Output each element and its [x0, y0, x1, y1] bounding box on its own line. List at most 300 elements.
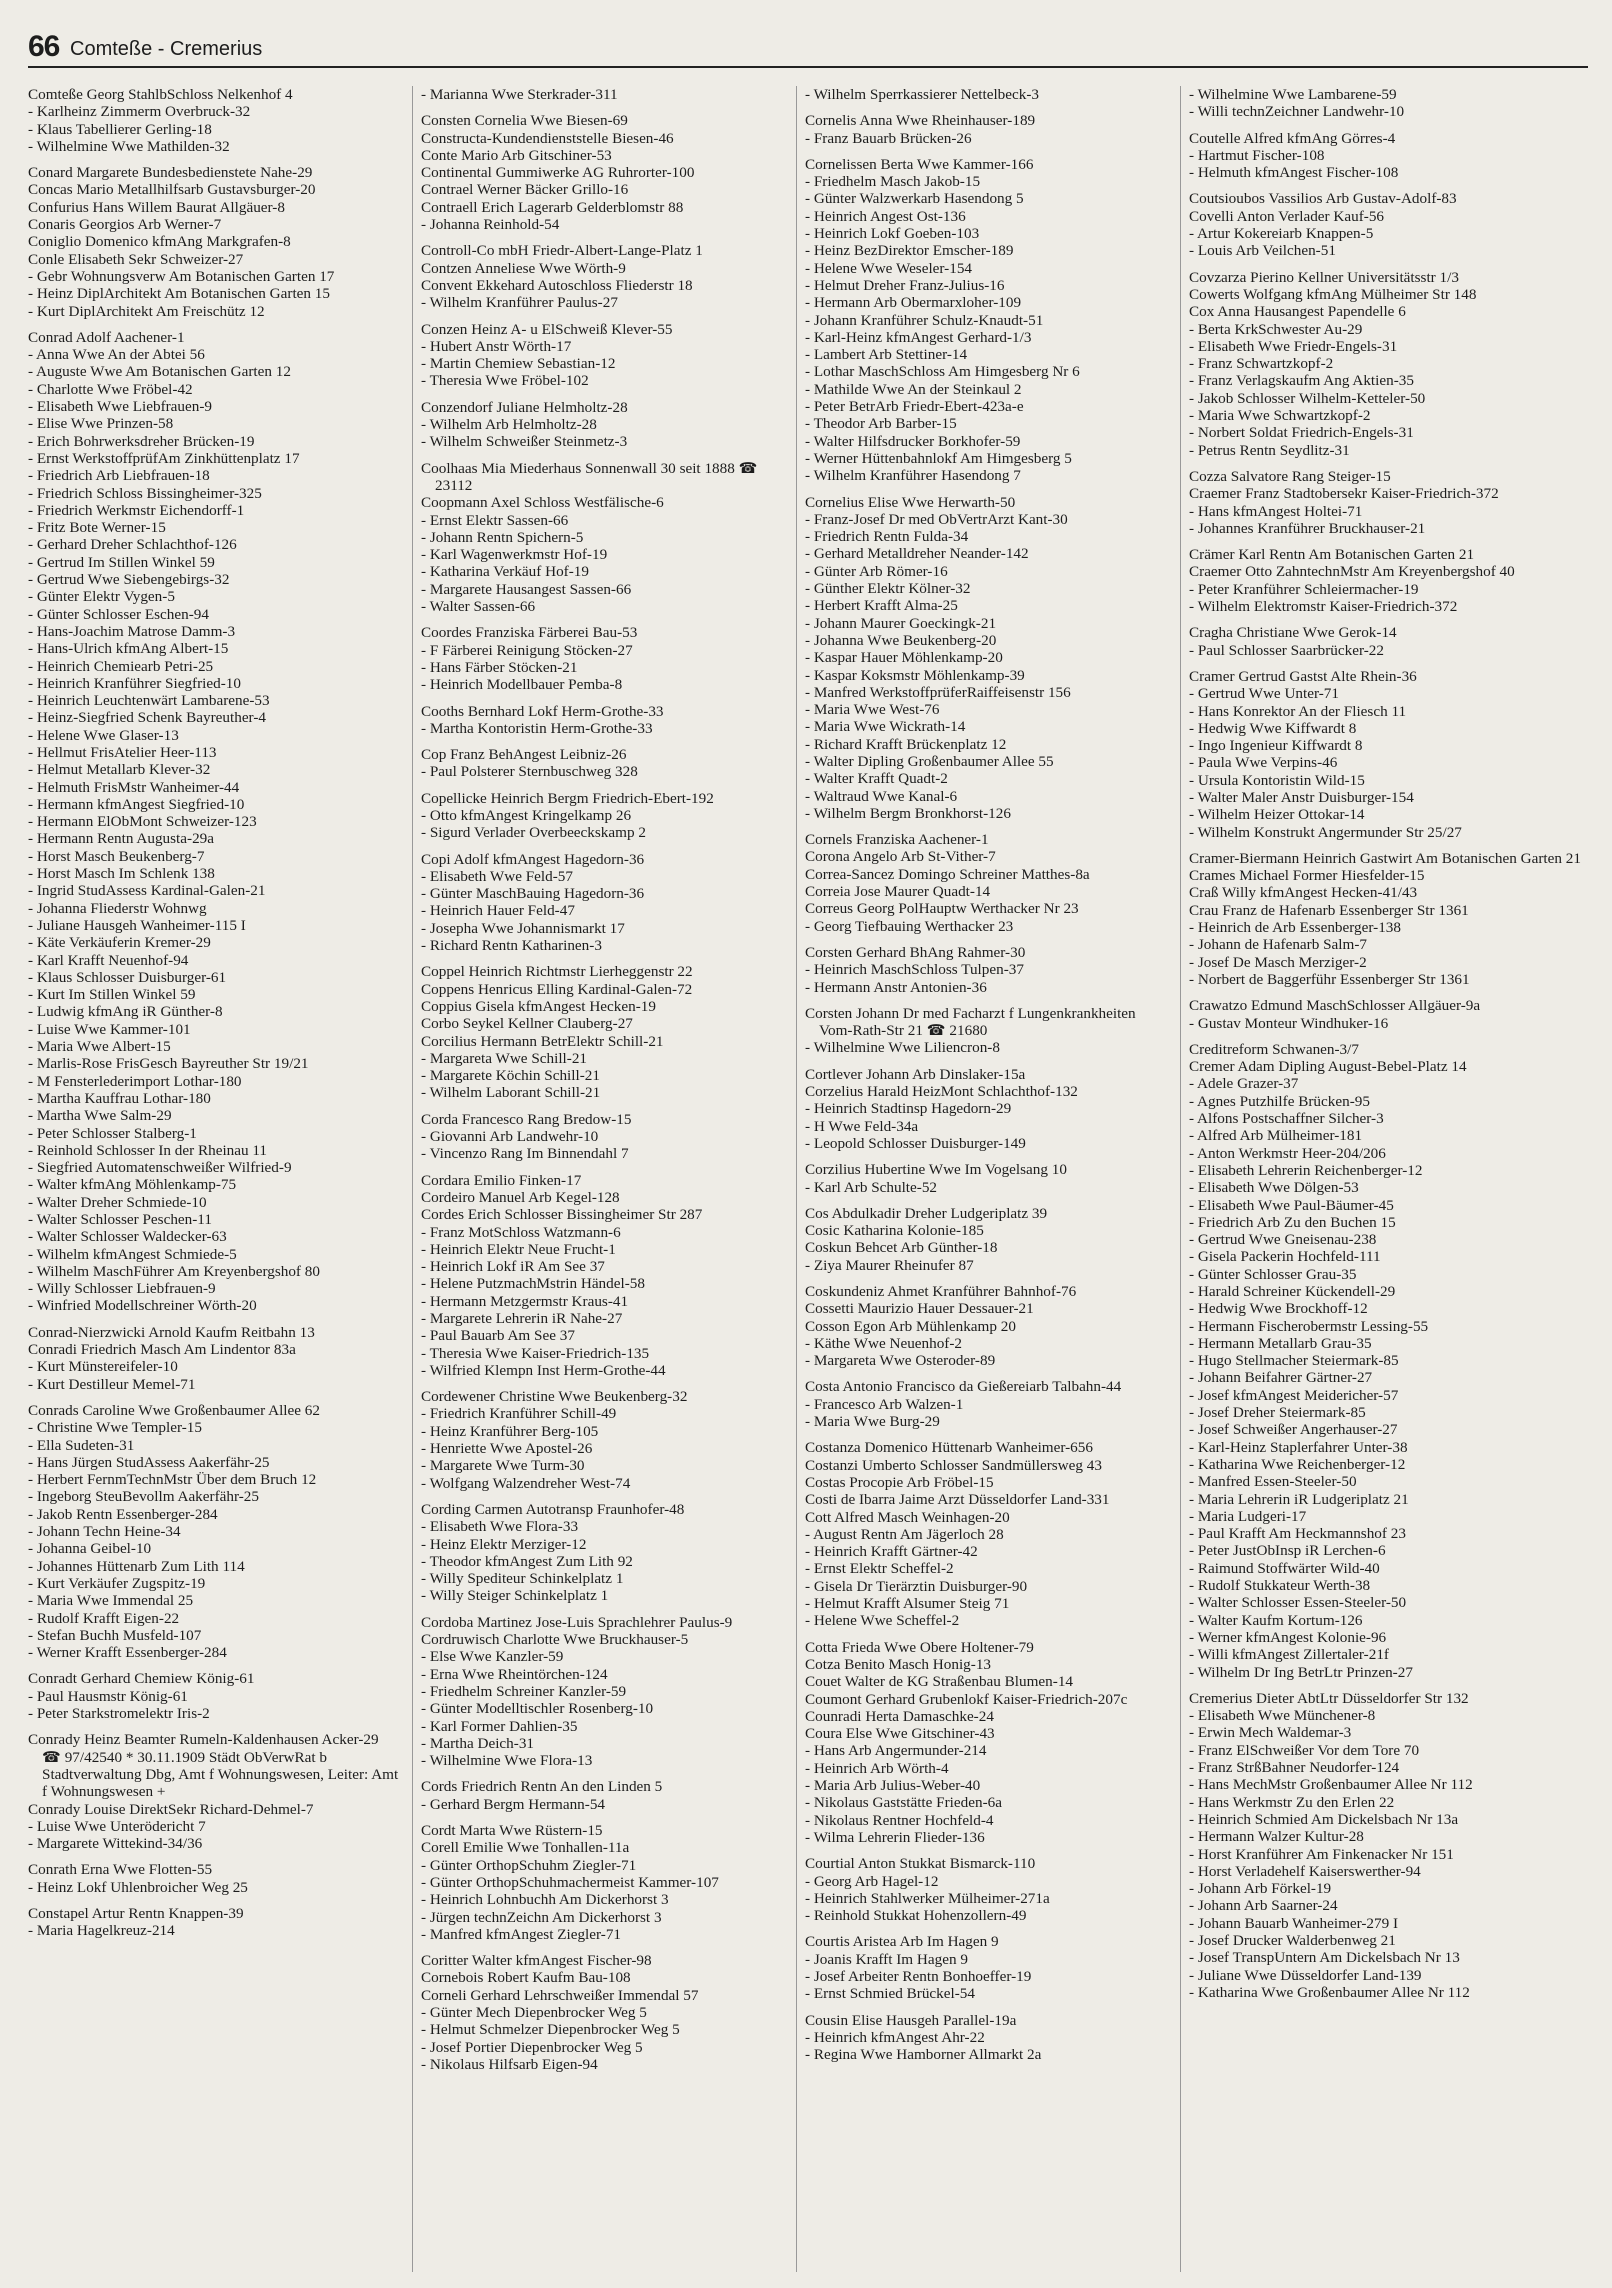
directory-entry: Contrael Werner Bäcker Grillo-16 — [421, 181, 629, 199]
directory-entry: - Heinrich Stadtinsp Hagedorn-29 — [805, 1100, 1012, 1118]
directory-entry: Costanza Domenico Hüttenarb Wanheimer-656 — [805, 1439, 1093, 1457]
directory-entry: - Johannes Kranführer Bruckhauser-21 — [1189, 519, 1426, 537]
directory-entry: - Franz Schwartzkopf-2 — [1189, 355, 1334, 373]
directory-entry: - Maria Wwe Wickrath-14 — [805, 718, 966, 736]
directory-entry: Cos Abdulkadir Dreher Ludgeriplatz 39 — [805, 1204, 1048, 1222]
directory-entry: - Johann Kranführer Schulz-Knaudt-51 — [805, 311, 1044, 329]
directory-entry: - Hans MechMstr Großenbaumer Allee Nr 112 — [1189, 1776, 1473, 1794]
directory-entry: - Gertrud Wwe Siebengebirgs-32 — [28, 571, 230, 589]
directory-entry: - Klaus Tabellierer Gerling-18 — [28, 120, 212, 138]
directory-entry: - Hans-Joachim Matrose Damm-3 — [28, 622, 236, 640]
directory-entry: - Heinrich Lokf Goeben-103 — [805, 225, 980, 243]
directory-entry: - Johanna Wwe Beukenberg-20 — [805, 631, 997, 649]
directory-column-3 — [796, 86, 1169, 2272]
directory-entry: Corsten Gerhard BhAng Rahmer-30 — [805, 943, 1026, 961]
directory-entry: - Rudolf Stukkateur Werth-38 — [1189, 1577, 1371, 1595]
directory-entry: - Maria Arb Julius-Weber-40 — [805, 1777, 981, 1795]
directory-entry: Coolhaas Mia Miederhaus Sonnenwall 30 seit 1888 ☎ 23112 — [421, 459, 758, 494]
directory-column-2 — [412, 86, 785, 2272]
directory-entry: Cornebois Robert Kaufm Bau-108 — [421, 1969, 631, 1987]
directory-entry: Cordeiro Manuel Arb Kegel-128 — [421, 1188, 620, 1206]
directory-entry: Crames Michael Former Hiesfelder-15 — [1189, 867, 1425, 885]
directory-entry: - Walter Dreher Schmiede-10 — [28, 1193, 207, 1211]
directory-entry: Coppius Gisela kfmAngest Hecken-19 — [421, 997, 656, 1015]
directory-entry: Covzarza Pierino Kellner Universitätsstr 1/3 — [1189, 268, 1459, 286]
directory-entry: - Johann Techn Heine-34 — [28, 1523, 181, 1541]
directory-entry: Convent Ekkehard Autoschloss Fliederstr 18 — [421, 276, 693, 294]
directory-entry: - Elise Wwe Prinzen-58 — [28, 415, 174, 433]
directory-entry: - Hans Färber Stöcken-21 — [421, 658, 578, 676]
directory-entry: - Peter BetrArb Friedr-Ebert-423a-e — [805, 398, 1024, 416]
directory-entry: - Martin Chemiew Sebastian-12 — [421, 355, 616, 373]
directory-entry: - Peter Kranführer Schleiermacher-19 — [1189, 580, 1419, 598]
page-header — [28, 30, 1588, 68]
directory-entry: - Friedrich Arb Zu den Buchen 15 — [1189, 1213, 1396, 1231]
directory-entry: - Walter Krafft Quadt-2 — [805, 770, 948, 788]
directory-entry: - Nikolaus Gaststätte Frieden-6a — [805, 1794, 1002, 1812]
directory-entry: Consten Cornelia Wwe Biesen-69 — [421, 112, 628, 130]
directory-entry: - Heinz Elektr Merziger-12 — [421, 1535, 587, 1553]
directory-entry: - Manfred kfmAngest Ziegler-71 — [421, 1925, 622, 1943]
directory-entry: - Franz StrßBahner Neudorfer-124 — [1189, 1759, 1400, 1777]
directory-entry: - Herbert FernmTechnMstr Über dem Bruch 12 — [28, 1471, 317, 1489]
directory-entry: Corzelius Harald HeizMont Schlachthof-132 — [805, 1083, 1078, 1101]
directory-entry: Coniglio Domenico kfmAng Markgrafen-8 — [28, 233, 291, 251]
directory-entry: - Heinrich Angest Ost-136 — [805, 207, 966, 225]
directory-entry: - Louis Arb Veilchen-51 — [1189, 242, 1336, 260]
directory-entry: Coopmann Axel Schloss Westfälische-6 — [421, 494, 664, 512]
directory-entry: - Heinrich Kranführer Siegfried-10 — [28, 674, 241, 692]
directory-entry: - Günter Schlosser Eschen-94 — [28, 605, 209, 623]
directory-entry: Courtial Anton Stukkat Bismarck-110 — [805, 1855, 1036, 1873]
directory-entry: - Hans Werkmstr Zu den Erlen 22 — [1189, 1793, 1395, 1811]
directory-entry: - Martha Kontoristin Herm-Grothe-33 — [421, 719, 653, 737]
directory-entry: Couet Walter de KG Straßenbau Blumen-14 — [805, 1673, 1074, 1691]
directory-entry: - Werner Hüttenbahnlokf Am Himgesberg 5 — [805, 449, 1072, 467]
directory-entry: Cossetti Maurizio Hauer Dessauer-21 — [805, 1300, 1034, 1318]
directory-entry: Cooths Bernhard Lokf Herm-Grothe-33 — [421, 702, 664, 720]
directory-entry: - Petrus Rentn Seydlitz-31 — [1189, 441, 1350, 459]
directory-entry: - Johann Arb Saarner-24 — [1189, 1897, 1338, 1915]
directory-entry: Cordes Erich Schlosser Bissingheimer Str 287 — [421, 1206, 703, 1224]
directory-entry: Contzen Anneliese Wwe Wörth-9 — [421, 259, 626, 277]
directory-entry: - Willy Spediteur Schinkelplatz 1 — [421, 1570, 624, 1588]
directory-entry: Copi Adolf kfmAngest Hagedorn-36 — [421, 850, 645, 868]
directory-entry: - H Wwe Feld-34a — [805, 1117, 919, 1135]
page-number: 66 — [28, 30, 60, 63]
directory-entry: - Ingeborg SteuBevollm Aakerfähr-25 — [28, 1488, 259, 1506]
directory-entry: - Heinrich kfmAngest Ahr-22 — [805, 2028, 985, 2046]
directory-entry: - Heinz BezDirektor Emscher-189 — [805, 242, 1014, 260]
directory-entry: - Vincenzo Rang Im Binnendahl 7 — [421, 1145, 629, 1163]
directory-entry: - Johannes Hüttenarb Zum Lith 114 — [28, 1557, 245, 1575]
directory-entry: - Friedrich Schloss Bissingheimer-325 — [28, 484, 262, 502]
directory-entry: - Walter Sassen-66 — [421, 598, 536, 616]
directory-entry: Contraell Erich Lagerarb Gelderblomstr 88 — [421, 198, 684, 216]
directory-entry: - Siegfried Automatenschweißer Wilfried-9 — [28, 1159, 292, 1177]
directory-entry: - Juliane Hausgeh Wanheimer-115 I — [28, 916, 246, 934]
directory-entry: Corona Angelo Arb St-Vither-7 — [805, 848, 996, 866]
directory-entry: - Hedwig Wwe Kiffwardt 8 — [1189, 719, 1357, 737]
directory-entry: - Francesco Arb Walzen-1 — [805, 1395, 964, 1413]
directory-entry: - Maria Wwe Immendal 25 — [28, 1592, 194, 1610]
directory-entry: - Hermann Metallarb Grau-35 — [1189, 1334, 1372, 1352]
directory-entry: - Wilhelm Arb Helmholtz-28 — [421, 416, 597, 434]
directory-entry: Cotta Frieda Wwe Obere Holtener-79 — [805, 1638, 1034, 1656]
directory-entry: - Walter Schlosser Waldecker-63 — [28, 1228, 227, 1246]
directory-entry: - Helene Wwe Weseler-154 — [805, 259, 973, 277]
directory-entry: - Hans kfmAngest Holtei-71 — [1189, 502, 1363, 520]
directory-entry: - Ernst Schmied Brückel-54 — [805, 1985, 975, 2003]
directory-entry: Cornelius Elise Wwe Herwarth-50 — [805, 493, 1016, 511]
directory-entry: Cordara Emilio Finken-17 — [421, 1171, 582, 1189]
directory-entry: - Wilma Lehrerin Flieder-136 — [805, 1828, 985, 1846]
directory-entry: - Günther Elektr Kölner-32 — [805, 580, 971, 598]
directory-entry: - Heinrich Krafft Gärtner-42 — [805, 1543, 978, 1561]
directory-entry: - Wilhelmine Wwe Liliencron-8 — [805, 1039, 1000, 1057]
directory-entry: Correia Jose Maurer Quadt-14 — [805, 883, 991, 901]
directory-entry: - Josef TranspUntern Am Dickelsbach Nr 13 — [1189, 1949, 1460, 1967]
directory-entry: Creditreform Schwanen-3/7 — [1189, 1040, 1359, 1058]
directory-entry: - Marianna Wwe Sterkrader-311 — [421, 86, 618, 103]
directory-entry: - Werner Krafft Essenberger-284 — [28, 1644, 227, 1662]
directory-entry: - Hermann Arb Obermarxloher-109 — [805, 294, 1022, 312]
directory-entry: - Helene Wwe Glaser-13 — [28, 726, 179, 744]
directory-entry: Conrad Adolf Aachener-1 — [28, 328, 185, 346]
directory-entry: - Margareta Wwe Schill-21 — [421, 1049, 588, 1067]
directory-entry: - Norbert de Baggerführ Essenberger Str 1361 — [1189, 970, 1470, 988]
directory-entry: Corzilius Hubertine Wwe Im Vogelsang 10 — [805, 1161, 1067, 1179]
directory-column-4 — [1180, 86, 1589, 2272]
directory-entry: - Ludwig kfmAng iR Günther-8 — [28, 1003, 223, 1021]
directory-entry: - Karl Arb Schulte-52 — [805, 1178, 938, 1196]
directory-entry: Conzen Heinz A- u ElSchweiß Klever-55 — [421, 320, 673, 338]
directory-entry: - Ingrid StudAssess Kardinal-Galen-21 — [28, 882, 266, 900]
directory-entry: - Friedrich Werkmstr Eichendorff-1 — [28, 501, 245, 519]
directory-entry: - Giovanni Arb Landwehr-10 — [421, 1128, 599, 1146]
directory-entry: Cox Anna Hausangest Papendelle 6 — [1189, 303, 1406, 321]
directory-entry: Cording Carmen Autotransp Fraunhofer-48 — [421, 1500, 685, 1518]
directory-entry: - Richard Rentn Katharinen-3 — [421, 937, 602, 955]
directory-entry: Corneli Gerhard Lehrschweißer Immendal 57 — [421, 1986, 699, 2004]
directory-entry: - Gebr Wohnungsverw Am Botanischen Garten 17 — [28, 267, 335, 285]
directory-entry: Coppel Heinrich Richtmstr Lierheggenstr 22 — [421, 963, 693, 981]
directory-entry: - Fritz Bote Werner-15 — [28, 519, 166, 537]
directory-entry: - Hermann ElObMont Schweizer-123 — [28, 813, 257, 831]
directory-entry: - Heinz DiplArchitekt Am Botanischen Garten 15 — [28, 285, 330, 303]
directory-entry: - Gerhard Metalldreher Neander-142 — [805, 545, 1029, 563]
directory-entry: - Helmuth FrisMstr Wanheimer-44 — [28, 778, 240, 796]
directory-entry: - Käthe Wwe Neuenhof-2 — [805, 1334, 963, 1352]
directory-entry: Corda Francesco Rang Bredow-15 — [421, 1110, 632, 1128]
directory-entry: - Josef Dreher Steiermark-85 — [1189, 1404, 1366, 1422]
directory-entry: - Raimund Stoffwärter Wild-40 — [1189, 1559, 1380, 1577]
directory-entry: - Hermann kfmAngest Siegfried-10 — [28, 795, 245, 813]
directory-entry: - Erna Wwe Rheintörchen-124 — [421, 1665, 608, 1683]
directory-entry: Corbo Seykel Kellner Clauberg-27 — [421, 1015, 633, 1033]
page-range-title: Comteße - Cremerius — [70, 38, 263, 60]
directory-entry: Concas Mario Metallhilfsarb Gustavsburger-20 — [28, 181, 316, 199]
directory-entry: - Martha Wwe Salm-29 — [28, 1107, 172, 1125]
directory-entry: - Martha Kauffrau Lothar-180 — [28, 1089, 211, 1107]
directory-entry: - Manfred WerkstoffprüferRaiffeisenstr 156 — [805, 683, 1071, 701]
directory-entry: - Luise Wwe Kammer-101 — [28, 1020, 191, 1038]
directory-entry: - Heinrich de Arb Essenberger-138 — [1189, 919, 1401, 937]
directory-entry: - Günter Walzwerkarb Hasendong 5 — [805, 190, 1024, 208]
directory-entry: - Margareta Wwe Osteroder-89 — [805, 1352, 996, 1370]
directory-entry: - Alfons Postschaffner Silcher-3 — [1189, 1110, 1384, 1128]
directory-entry: - Heinz-Siegfried Schenk Bayreuther-4 — [28, 709, 266, 727]
directory-entry: - Heinz Kranführer Berg-105 — [421, 1422, 599, 1440]
directory-entry: Crau Franz de Hafenarb Essenberger Str 1361 — [1189, 901, 1469, 919]
directory-column-1 — [28, 86, 400, 2272]
directory-entry: - Friedhelm Schreiner Kanzler-59 — [421, 1682, 627, 1700]
directory-entry: - Kurt Destilleur Memel-71 — [28, 1375, 196, 1393]
directory-entry: - Sigurd Verlader Overbeeckskamp 2 — [421, 824, 646, 842]
directory-entry: - Walter Schlosser Peschen-11 — [28, 1211, 212, 1228]
directory-entry: - Margarete Lehrerin iR Nahe-27 — [421, 1310, 623, 1327]
directory-entry: - Paul Krafft Am Heckmannshof 23 — [1189, 1525, 1406, 1543]
directory-entry: - Richard Krafft Brückenplatz 12 — [805, 735, 1007, 753]
directory-entry: - Georg Tiefbauing Werthacker 23 — [805, 917, 1014, 935]
directory-entry: - Gerhard Bergm Hermann-54 — [421, 1795, 606, 1813]
directory-entry: - Stefan Buchh Musfeld-107 — [28, 1626, 202, 1644]
directory-entry: - Josef kfmAngest Meidericher-57 — [1189, 1386, 1399, 1404]
directory-entry: - M Fensterlederimport Lothar-180 — [28, 1072, 242, 1090]
directory-entry: - Katharina Verkäuf Hof-19 — [421, 563, 589, 581]
directory-entry: - Günter Modelltischler Rosenberg-10 — [421, 1700, 654, 1718]
directory-entry: - Wilhelmine Wwe Flora-13 — [421, 1752, 593, 1770]
directory-entry: - Heinrich Modellbauer Pemba-8 — [421, 676, 623, 694]
directory-entry: Counradi Herta Damaschke-24 — [805, 1707, 994, 1725]
directory-entry: Coritter Walter kfmAngest Fischer-98 — [421, 1952, 652, 1970]
directory-entry: Craemer Franz Stadtobersekr Kaiser-Friedrich-372 — [1189, 485, 1499, 503]
directory-entry: - Horst Verladehelf Kaiserswerther-94 — [1189, 1862, 1421, 1880]
directory-entry: - Ursula Kontoristin Wild-15 — [1189, 771, 1365, 789]
directory-entry: - Friedrich Arb Liebfrauen-18 — [28, 467, 210, 485]
directory-entry: Conaris Georgios Arb Werner-7 — [28, 216, 222, 234]
directory-entry: - Ingo Ingenieur Kiffwardt 8 — [1189, 737, 1363, 755]
directory-entry: - Walter Kaufm Kortum-126 — [1189, 1611, 1363, 1629]
directory-entry: - Heinrich Lokf iR Am See 37 — [421, 1258, 605, 1276]
directory-entry: - Karl Krafft Neuenhof-94 — [28, 951, 189, 969]
directory-entry: Conrady Heinz Beamter Rumeln-Kaldenhausen Acker-29 ☎ 97/42540 * 30.11.1909 Städt ObVerwRat b Stadtverwaltung Dbg, Amt f Wohnungswesen, Leiter: Amt f Wohnungswesen + — [28, 1731, 399, 1801]
directory-entry: - Wilhelm Konstrukt Angermunder Str 25/27 — [1189, 823, 1462, 841]
directory-entry: - Heinrich MaschSchloss Tulpen-37 — [805, 961, 1024, 979]
directory-entry: Constructa-Kundendienststelle Biesen-46 — [421, 129, 674, 147]
directory-entry: - Johann de Hafenarb Salm-7 — [1189, 936, 1367, 954]
directory-entry: - Winfried Modellschreiner Wörth-20 — [28, 1297, 257, 1315]
directory-entry: - Willy Steiger Schinkelplatz 1 — [421, 1587, 609, 1605]
directory-entry: - Günter OrthopSchuhm Ziegler-71 — [421, 1856, 637, 1874]
directory-entry: - Elisabeth Wwe Feld-57 — [421, 867, 573, 885]
directory-entry: Craß Willy kfmAngest Hecken-41/43 — [1189, 884, 1418, 902]
directory-entry: - Wilfried Klempn Inst Herm-Grothe-44 — [421, 1361, 666, 1379]
directory-entry: Cosson Egon Arb Mühlenkamp 20 — [805, 1317, 1016, 1335]
directory-entry: - Wilhelm MaschFührer Am Kreyenbergshof 80 — [28, 1262, 320, 1280]
directory-entry: - Helene Wwe Scheffel-2 — [805, 1612, 960, 1630]
directory-entry: - Anton Werkmstr Heer-204/206 — [1189, 1144, 1386, 1162]
directory-entry: - Hermann Anstr Antonien-36 — [805, 978, 987, 996]
directory-entry: - Hellmut FrisAtelier Heer-113 — [28, 743, 217, 761]
directory-entry: - Erwin Mech Waldemar-3 — [1189, 1724, 1352, 1742]
directory-entry: Conrady Louise DirektSekr Richard-Dehmel-7 — [28, 1800, 314, 1818]
directory-entry: - Helmut Dreher Franz-Julius-16 — [805, 276, 1005, 294]
directory-entry: - Wilhelmine Wwe Lambarene-59 — [1189, 86, 1397, 103]
directory-entry: - Franz Verlagskaufm Ang Aktien-35 — [1189, 372, 1414, 390]
directory-entry: - Walter Dipling Großenbaumer Allee 55 — [805, 752, 1054, 770]
directory-entry: - Artur Kokereiarb Knappen-5 — [1189, 225, 1374, 243]
directory-entry: - Johanna Geibel-10 — [28, 1540, 152, 1558]
directory-entry: - Willi technZeichner Landwehr-10 — [1189, 103, 1405, 121]
directory-entry: Cornels Franziska Aachener-1 — [805, 831, 989, 849]
directory-entry: Conradt Gerhard Chemiew König-61 — [28, 1670, 255, 1688]
directory-entry: - Wilhelm Kranführer Paulus-27 — [421, 294, 618, 312]
directory-entry: - Gerhard Dreher Schlachthof-126 — [28, 536, 237, 554]
directory-entry: - Auguste Wwe Am Botanischen Garten 12 — [28, 363, 291, 381]
directory-entry: Costas Procopie Arb Fröbel-15 — [805, 1473, 994, 1491]
directory-entry: Cosic Katharina Kolonie-185 — [805, 1222, 984, 1240]
directory-entry: - Gertrud Wwe Gneisenau-238 — [1189, 1231, 1377, 1249]
directory-entry: - Kaspar Koksmstr Möhlenkamp-39 — [805, 666, 1025, 684]
directory-entry: - Hans Arb Angermunder-214 — [805, 1742, 987, 1760]
directory-entry: - Josef De Masch Merziger-2 — [1189, 953, 1367, 971]
directory-entry: Crawatzo Edmund MaschSchlosser Allgäuer-9a — [1189, 997, 1481, 1015]
directory-entry: - Wilhelm Bergm Bronkhorst-126 — [805, 804, 1011, 822]
directory-entry: Cramer-Biermann Heinrich Gastwirt Am Botanischen Garten 21 — [1189, 849, 1581, 867]
directory-entry: Cozza Salvatore Rang Steiger-15 — [1189, 467, 1391, 485]
directory-entry: Controll-Co mbH Friedr-Albert-Lange-Platz 1 — [421, 242, 703, 260]
directory-entry: - Harald Schreiner Kückendell-29 — [1189, 1283, 1396, 1300]
directory-entry: - Margarete Wittekind-34/36 — [28, 1835, 203, 1853]
directory-entry: - Jakob Schlosser Wilhelm-Ketteler-50 — [1189, 389, 1426, 407]
directory-entry: - Wolfgang Walzendreher West-74 — [421, 1474, 631, 1492]
directory-entry: - Johanna Fliederstr Wohnwg — [28, 899, 207, 917]
directory-entry: - Peter Schlosser Stalberg-1 — [28, 1124, 197, 1142]
directory-entry: Conradi Friedrich Masch Am Lindentor 83a — [28, 1341, 296, 1359]
directory-entry: - Hans Jürgen StudAssess Aakerfähr-25 — [28, 1453, 270, 1471]
directory-entry: Cott Alfred Masch Weinhagen-20 — [805, 1508, 1010, 1526]
directory-entry: - Regina Wwe Hamborner Allmarkt 2a — [805, 2046, 1042, 2064]
directory-entry: - Günter MaschBauing Hagedorn-36 — [421, 885, 645, 903]
directory-entry: - Kurt Im Stillen Winkel 59 — [28, 986, 196, 1004]
directory-entry: - Maria Hagelkreuz-214 — [28, 1922, 175, 1940]
directory-entry: - Elisabeth Lehrerin Reichenberger-12 — [1189, 1161, 1423, 1179]
directory-entry: Cotza Benito Masch Honig-13 — [805, 1655, 992, 1673]
directory-entry: Coura Else Wwe Gitschiner-43 — [805, 1725, 995, 1743]
directory-entry: - Nikolaus Hilfsarb Eigen-94 — [421, 2055, 598, 2073]
directory-entry: - Günter Elektr Vygen-5 — [28, 588, 175, 606]
directory-entry: - Manfred Essen-Steeler-50 — [1189, 1473, 1357, 1491]
directory-entry: - Walter kfmAng Möhlenkamp-75 — [28, 1176, 237, 1194]
directory-entry: Cramer Gertrud Gastst Alte Rhein-36 — [1189, 667, 1417, 685]
directory-entry: - Franz-Josef Dr med ObVertrArzt Kant-30 — [805, 510, 1068, 528]
directory-entry: Correus Georg PolHauptw Werthacker Nr 23 — [805, 900, 1079, 918]
directory-entry: - Luise Wwe Unterödericht 7 — [28, 1817, 206, 1835]
directory-entry: Courtis Aristea Arb Im Hagen 9 — [805, 1933, 999, 1951]
directory-entry: - Paul Hausmstr König-61 — [28, 1687, 188, 1705]
directory-entry: - Kurt DiplArchitekt Am Freischütz 12 — [28, 302, 265, 320]
directory-entry: - Hartmut Fischer-108 — [1189, 146, 1325, 164]
directory-entry: - Christine Wwe Templer-15 — [28, 1419, 202, 1437]
directory-entry: - Elisabeth Wwe Liebfrauen-9 — [28, 398, 212, 416]
directory-entry: - F Färberei Reinigung Stöcken-27 — [421, 641, 633, 659]
directory-entry: - Elisabeth Wwe Münchener-8 — [1189, 1707, 1376, 1725]
directory-entry: - Karl Former Dahlien-35 — [421, 1717, 578, 1735]
directory-entry: - Hans Konrektor An der Fliesch 11 — [1189, 702, 1407, 720]
directory-entry: - Helmut Metallarb Klever-32 — [28, 761, 211, 779]
directory-entry: - Karl-Heinz Staplerfahrer Unter-38 — [1189, 1438, 1408, 1456]
directory-entry: - Johann Maurer Goeckingk-21 — [805, 614, 997, 632]
directory-entry: - Else Wwe Kanzler-59 — [421, 1648, 564, 1666]
directory-entry: - Helmut Krafft Alsumer Steig 71 — [805, 1595, 1010, 1613]
directory-entry: - Marlis-Rose FrisGesch Bayreuther Str 19/21 — [28, 1055, 309, 1073]
directory-entry: - Herbert Krafft Alma-25 — [805, 597, 958, 615]
directory-entry: Conrath Erna Wwe Flotten-55 — [28, 1861, 213, 1879]
directory-entry: Cornelis Anna Wwe Rheinhauser-189 — [805, 112, 1036, 130]
directory-entry: - Horst Kranführer Am Finkenacker Nr 151 — [1189, 1845, 1454, 1863]
directory-entry: - Heinrich Schmied Am Dickelsbach Nr 13a — [1189, 1810, 1459, 1828]
directory-entry: - Josef Portier Diepenbrocker Weg 5 — [421, 2038, 643, 2056]
directory-entry: - Josef Arbeiter Rentn Bonhoeffer-19 — [805, 1967, 1032, 1985]
directory-entry: Crämer Karl Rentn Am Botanischen Garten 21 — [1189, 546, 1475, 564]
directory-entry: - Jakob Rentn Essenberger-284 — [28, 1505, 218, 1523]
directory-entry: - Martha Deich-31 — [421, 1734, 535, 1752]
directory-entry: - Hermann Walzer Kultur-28 — [1189, 1828, 1364, 1846]
directory-entry: - Kurt Verkäufer Zugspitz-19 — [28, 1574, 206, 1592]
directory-entry: - Theodor Arb Barber-15 — [805, 415, 957, 433]
directory-entry: - Otto kfmAngest Kringelkamp 26 — [421, 806, 632, 824]
directory-entry: - Heinrich Chemiearb Petri-25 — [28, 657, 214, 675]
directory-entry: Costi de Ibarra Jaime Arzt Düsseldorfer Land-331 — [805, 1491, 1110, 1509]
directory-entry: - Charlotte Wwe Fröbel-42 — [28, 380, 193, 398]
directory-entry: - Paula Wwe Verpins-46 — [1189, 754, 1338, 772]
directory-entry: - Ella Sudeten-31 — [28, 1436, 135, 1454]
directory-entry: Coumont Gerhard Grubenlokf Kaiser-Friedrich-207c — [805, 1690, 1128, 1708]
directory-entry: - Maria Wwe Albert-15 — [28, 1038, 171, 1056]
directory-entry: - Hugo Stellmacher Steiermark-85 — [1189, 1352, 1399, 1370]
directory-entry: - Gisela Packerin Hochfeld-111 — [1189, 1248, 1381, 1266]
directory-entry: - Hans-Ulrich kfmAng Albert-15 — [28, 640, 229, 658]
directory-entry: Conle Elisabeth Sekr Schweizer-27 — [28, 250, 244, 268]
directory-entry: - Heinrich Hauer Feld-47 — [421, 902, 575, 920]
directory-entry: Confurius Hans Willem Baurat Allgäuer-8 — [28, 198, 285, 216]
directory-entry: - Norbert Soldat Friedrich-Engels-31 — [1189, 424, 1414, 442]
directory-entry: - Joanis Krafft Im Hagen 9 — [805, 1950, 968, 1968]
directory-entry: - Paul Schlosser Saarbrücker-22 — [1189, 641, 1384, 659]
directory-entry: Corell Emilie Wwe Tonhallen-11a — [421, 1839, 630, 1857]
directory-entry: - Hubert Anstr Wörth-17 — [421, 337, 572, 355]
directory-entry: Conard Margarete Bundesbedienstete Nahe-29 — [28, 164, 313, 182]
directory-entry: - Johann Bauarb Wanheimer-279 I — [1189, 1914, 1399, 1932]
directory-entry: - Juliane Wwe Düsseldorfer Land-139 — [1189, 1966, 1422, 1984]
directory-entry: Cordt Marta Wwe Rüstern-15 — [421, 1822, 603, 1840]
directory-entry: - Maria Wwe Burg-29 — [805, 1413, 940, 1431]
directory-entry: - Willy Schlosser Liebfrauen-9 — [28, 1280, 216, 1298]
directory-entry: - Franz Bauarb Brücken-26 — [805, 129, 972, 147]
directory-entry: - Helmuth kfmAngest Fischer-108 — [1189, 164, 1399, 182]
directory-entry: - Heinrich Leuchtenwärt Lambarene-53 — [28, 692, 270, 710]
directory-entry: - Walter Hilfsdrucker Borkhofer-59 — [805, 432, 1021, 450]
directory-entry: Cragha Christiane Wwe Gerok-14 — [1189, 624, 1397, 642]
directory-entry: - Berta KrkSchwester Au-29 — [1189, 320, 1363, 338]
directory-entry: Cop Franz BehAngest Leibniz-26 — [421, 746, 627, 764]
directory-entry: - Walter Maler Anstr Duisburger-154 — [1189, 788, 1414, 806]
directory-entry: - Margarete Hausangest Sassen-66 — [421, 580, 632, 598]
directory-entry: - Theodor kfmAngest Zum Lith 92 — [421, 1552, 633, 1570]
directory-entry: Cornelissen Berta Wwe Kammer-166 — [805, 155, 1034, 173]
directory-entry: Corcilius Hermann BetrElektr Schill-21 — [421, 1032, 664, 1050]
